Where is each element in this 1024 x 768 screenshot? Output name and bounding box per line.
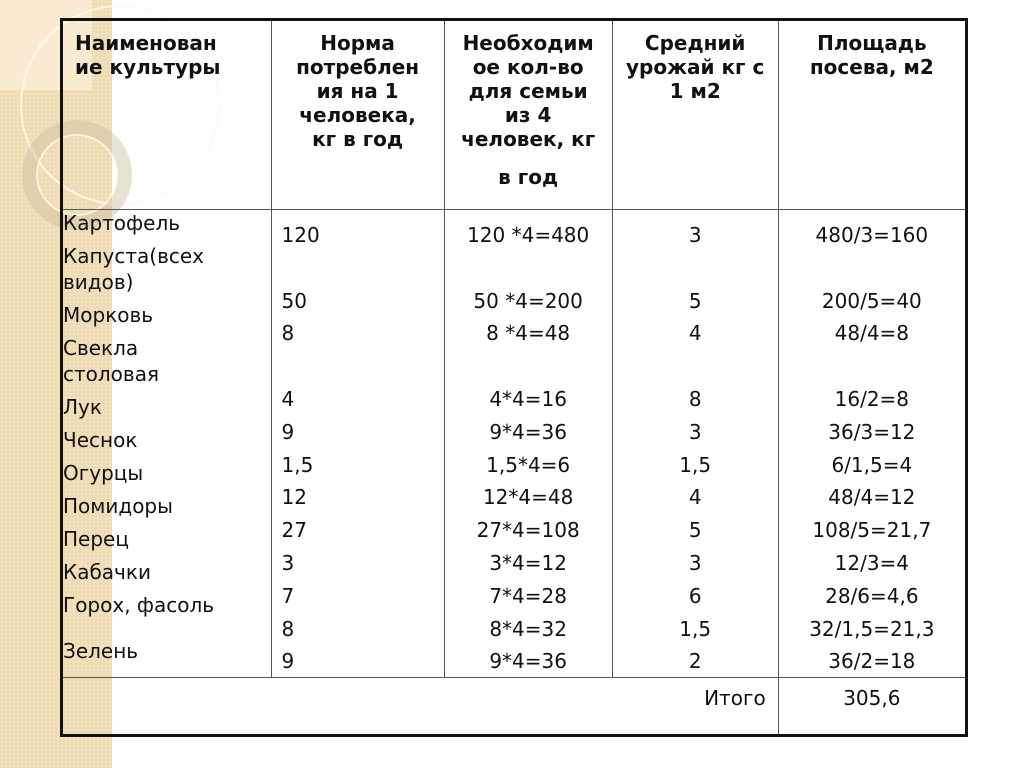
family-list — [445, 210, 612, 677]
crop-name-line: видов) — [63, 270, 134, 294]
area-list — [779, 210, 965, 677]
spacer — [613, 251, 778, 284]
family-value: 4*4=16 — [489, 386, 567, 411]
spacer — [445, 349, 612, 382]
area-value: 6/1,5=4 — [831, 452, 913, 477]
norm-value: 4 — [281, 386, 295, 411]
family-value: 120 *4=480 — [467, 223, 590, 247]
area-value: 36/3=12 — [828, 419, 916, 444]
family-value: 8*4=32 — [489, 616, 567, 641]
norm-value: 12 — [281, 485, 307, 510]
family-value: 12*4=48 — [482, 485, 574, 510]
area-value: 48/4=8 — [834, 321, 910, 346]
area-values-cell — [778, 210, 966, 678]
norm-value: 9 — [281, 649, 295, 674]
norm-value: 9 — [281, 419, 295, 444]
header-line: ие культуры — [75, 55, 221, 79]
area-value: 108/5=21,7 — [812, 518, 932, 543]
area-value: 480/3=160 — [815, 223, 929, 247]
norm-list — [282, 210, 444, 677]
family-value: 27*4=108 — [476, 518, 580, 543]
family-value: 1,5*4=6 — [486, 452, 571, 477]
crop-name-line: Помидоры — [63, 494, 173, 518]
yield-value: 8 — [688, 386, 702, 411]
yield-values-cell — [612, 210, 778, 678]
crop-name-line: Зелень — [63, 639, 139, 663]
area-value: 12/3=4 — [834, 550, 910, 575]
header-line: потреблен — [296, 55, 420, 79]
yield-value: 1,5 — [679, 452, 712, 477]
yield-value: 5 — [688, 288, 702, 313]
crop-name-line: Перец — [63, 527, 129, 551]
norm-value: 1,5 — [281, 452, 314, 477]
header-consumption-norm — [271, 20, 444, 210]
norm-value: 8 — [281, 616, 295, 641]
header-line: в год — [498, 165, 559, 189]
yield-value: 4 — [688, 485, 702, 510]
crop-name-line: Кабачки — [63, 560, 151, 584]
table-body-row — [62, 210, 967, 678]
header-line: ия на 1 — [316, 79, 399, 103]
spacer — [445, 251, 612, 284]
spacer — [613, 349, 778, 382]
yield-value: 1,5 — [679, 616, 712, 641]
header-line: Средний — [644, 31, 746, 55]
family-value: 3*4=12 — [489, 550, 567, 575]
header-line: 1 м2 — [669, 79, 721, 103]
area-value: 28/6=4,6 — [825, 583, 919, 608]
yield-value: 6 — [688, 583, 702, 608]
header-family-amount — [444, 20, 612, 210]
norm-value: 50 — [281, 288, 307, 313]
area-value: 36/2=18 — [828, 649, 916, 674]
crop-name-line: Горох, фасоль — [63, 593, 215, 617]
total-row — [62, 678, 967, 736]
crop-name-line: Чеснок — [63, 428, 138, 452]
yield-list — [613, 210, 778, 677]
norm-value: 8 — [281, 321, 295, 346]
header-line: Наименован — [75, 31, 217, 55]
total-label: Итого — [62, 678, 779, 736]
family-value: 9*4=36 — [489, 649, 567, 674]
crop-name-line: Капуста(всех — [63, 244, 204, 268]
yield-value: 3 — [688, 419, 702, 444]
norm-value: 120 — [281, 223, 320, 247]
crop-name-line: Огурцы — [63, 461, 144, 485]
header-line: кг в год — [312, 127, 404, 151]
table-header-row — [62, 20, 967, 210]
header-average-yield — [612, 20, 778, 210]
family-value: 7*4=28 — [489, 583, 567, 608]
area-value: 16/2=8 — [834, 386, 910, 411]
header-line: Необходим — [462, 31, 594, 55]
yield-value: 5 — [688, 518, 702, 543]
yield-value: 3 — [688, 550, 702, 575]
header-line: ое кол-во — [472, 55, 584, 79]
yield-value: 4 — [688, 321, 702, 346]
area-value: 48/4=12 — [828, 485, 916, 510]
total-value: 305,6 — [778, 678, 966, 736]
header-line: Норма — [320, 31, 395, 55]
area-value: 200/5=40 — [821, 288, 922, 313]
header-crop-name — [62, 20, 272, 210]
header-line: Площадь — [817, 31, 927, 55]
norm-values-cell — [271, 210, 444, 678]
header-line: посева, м2 — [809, 55, 934, 79]
spacer — [282, 251, 444, 284]
norm-value: 7 — [281, 583, 295, 608]
crop-names-cell — [62, 210, 272, 678]
header-line: человека, — [299, 103, 416, 127]
crop-name-line: Морковь — [63, 303, 154, 327]
yield-value: 3 — [688, 223, 702, 247]
header-line: человек, кг — [461, 127, 596, 151]
yield-value: 2 — [688, 649, 702, 674]
header-line: для семьи — [468, 79, 588, 103]
spacer — [779, 349, 965, 382]
area-value: 32/1,5=21,3 — [809, 616, 935, 641]
family-values-cell — [444, 210, 612, 678]
crop-name-line: Лук — [63, 395, 102, 419]
crop-name-line: Картофель — [63, 211, 181, 235]
crop-planning-table — [60, 18, 968, 737]
family-value: 8 *4=48 — [486, 321, 571, 346]
crop-name-line: Свекла — [63, 336, 139, 360]
spacer — [282, 349, 444, 382]
header-line: из 4 — [504, 103, 552, 127]
family-value: 50 *4=200 — [473, 288, 583, 313]
norm-value: 3 — [281, 550, 295, 575]
spacer — [779, 251, 965, 284]
header-sowing-area — [778, 20, 966, 210]
family-value: 9*4=36 — [489, 419, 567, 444]
norm-value: 27 — [281, 518, 307, 543]
header-line: урожай кг с — [626, 55, 765, 79]
crop-name-line: столовая — [63, 362, 159, 386]
